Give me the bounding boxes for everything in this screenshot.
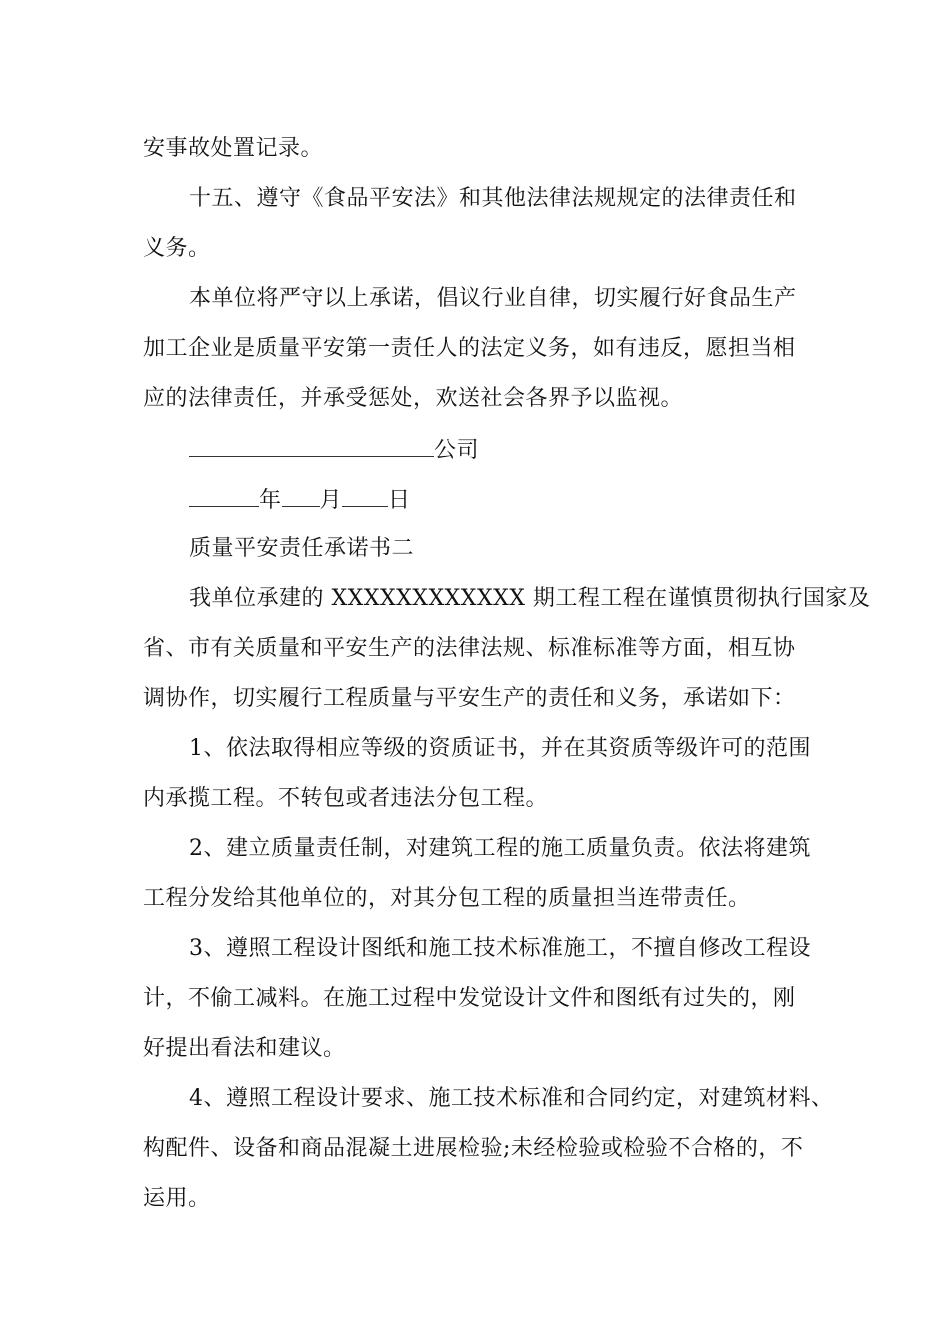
- text-line: 应的法律责任，并承受惩处，欢送社会各界予以监视。: [143, 386, 684, 411]
- company-label: 公司: [434, 438, 480, 463]
- month-blank: [282, 484, 320, 507]
- text-line: 加工企业是质量平安第一责任人的法定义务，如有违反，愿担当相: [143, 336, 796, 361]
- year-blank: [189, 484, 259, 507]
- text-line: 好提出看法和建议。: [143, 1036, 346, 1061]
- company-signature-line: [189, 434, 479, 464]
- item-2-line: 2、建立质量责任制，对建筑工程的施工质量负责。依法将建筑: [189, 836, 811, 861]
- text-line: 工程分发给其他单位的，对其分包工程的质量担当连带责任。: [143, 886, 751, 911]
- section-title: 质量平安责任承诺书二: [189, 536, 415, 561]
- item-1-line: 1、依法取得相应等级的资质证书，并在其资质等级许可的范围: [189, 736, 811, 761]
- text-line: 构配件、设备和商品混凝土进展检验;未经检验或检验不合格的，不: [143, 1136, 804, 1161]
- text-line: 内承揽工程。不转包或者违法分包工程。: [143, 786, 549, 811]
- text-line: 省、市有关质量和平安生产的法律法规、标准标准等方面，相互协: [143, 636, 796, 661]
- text-line: 安事故处置记录。: [143, 136, 324, 161]
- commitment-paragraph-line: 本单位将严守以上承诺，倡议行业自律，切实履行好食品生产: [189, 286, 797, 311]
- day-blank: [342, 484, 388, 507]
- text-line: 运用。: [143, 1186, 211, 1211]
- item-3-line: 3、遵照工程设计图纸和施工技术标准施工，不擅自修改工程设: [189, 936, 811, 961]
- date-line: [189, 484, 411, 514]
- day-label: 日: [388, 488, 411, 513]
- year-label: 年: [259, 488, 282, 513]
- company-name-blank: [189, 434, 434, 457]
- text-line: 调协作，切实履行工程质量与平安生产的责任和义务，承诺如下：: [143, 686, 796, 711]
- text-line: 义务。: [143, 236, 211, 261]
- text-line: 计，不偷工减料。在施工过程中发觉设计文件和图纸有过失的，刚: [143, 986, 796, 1011]
- clause-15-line: 十五、遵守《食品平安法》和其他法律法规规定的法律责任和: [189, 186, 797, 211]
- month-label: 月: [319, 488, 343, 513]
- item-4-line: 4、遵照工程设计要求、施工技术标准和合同约定，对建筑材料、: [189, 1086, 834, 1111]
- intro-paragraph-line: 我单位承建的 XXXXXXXXXXXX 期工程工程在谨慎贯彻执行国家及: [189, 586, 871, 611]
